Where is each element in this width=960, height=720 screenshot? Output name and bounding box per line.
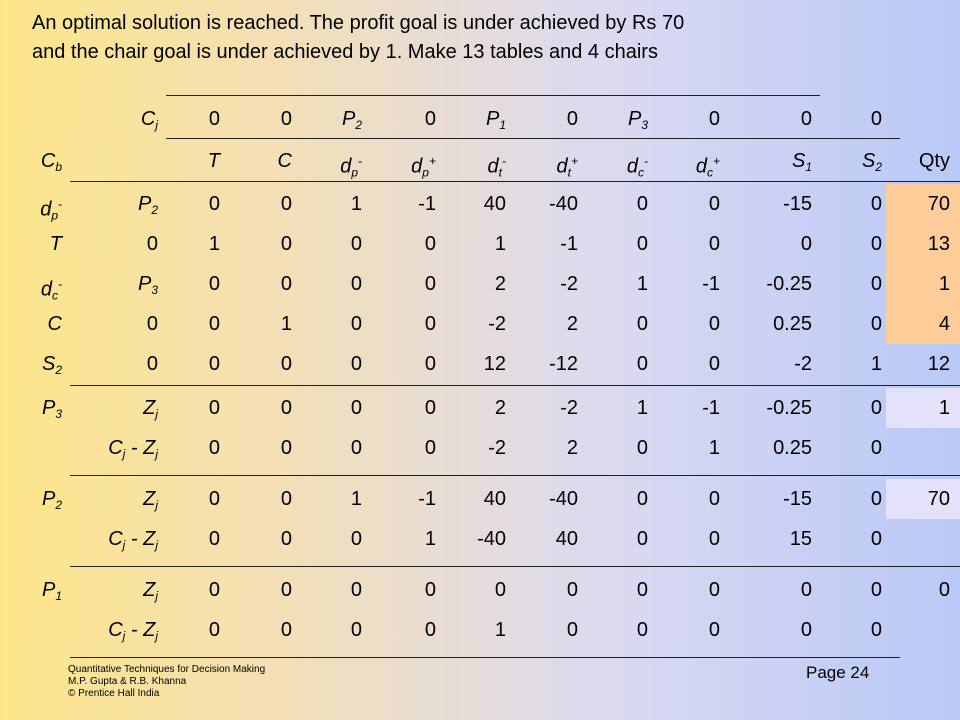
coefficient: 0 [636,233,648,255]
coefficient: 0 [350,313,362,335]
coefficient: 0 [424,313,436,335]
coefficient: -2 [560,273,578,295]
cj-minus-zj-value: 0 [566,619,578,641]
title-line-2: and the chair goal is under achieved by 1. Make 13 tables and 4 chairs [32,41,658,63]
coefficient: 0 [800,233,812,255]
basis-end-rule [70,385,960,386]
basis-variable: C [47,313,62,335]
coefficient: 1 [350,193,362,215]
zj-value: 0 [566,579,578,601]
zj-value: 0 [708,488,720,510]
cj-value: 0 [208,108,220,130]
coefficient: 1 [280,313,292,335]
cj-minus-zj-value: 0 [350,528,362,550]
footer-line-3: © Prentice Hall India [68,688,160,699]
cj-minus-zj-value: 1 [494,619,506,641]
qty-value: 1 [938,273,950,295]
cj-minus-zj-value: 0 [708,528,720,550]
zj-value: -1 [418,488,436,510]
cj-minus-zj-value: 0 [350,619,362,641]
page-number: Page 24 [806,663,870,682]
column-header: Qty [918,150,950,172]
basis-variable: T [49,233,62,255]
zj-value: 0 [870,397,882,419]
cj-value: 0 [800,108,812,130]
zj-value: -2 [560,397,578,419]
cj-top-rule [166,95,820,96]
coefficient: 0 [636,353,648,375]
column-header: $d_c^+$ [695,154,720,180]
column-header: $d_p^-$ [340,154,362,180]
coefficient: 0 [708,353,720,375]
coefficient: 40 [483,193,506,215]
cj-value: 0 [280,108,292,130]
cj-minus-zj-value: 15 [789,528,812,550]
cj-minus-zj-value: -40 [477,528,506,550]
zj-qty: 0 [938,579,950,601]
zj-value: 0 [280,397,292,419]
zj-value: 0 [280,579,292,601]
basis-priority: 0 [146,233,158,255]
coefficient: 0 [870,273,882,295]
cj-value: $P_1$ [485,108,506,132]
coefficient: 0 [636,193,648,215]
coefficient: -1 [418,193,436,215]
block-rule [70,475,960,476]
cj-value: 0 [708,108,720,130]
cj-minus-zj-value: 0 [208,619,220,641]
cj-value: 0 [424,108,436,130]
cj-minus-zj-value: 0 [636,619,648,641]
basis-variable: $S_2$ [41,353,62,377]
coefficient: -0.25 [766,273,812,295]
basis-priority: 0 [146,313,158,335]
footer-line-1: Quantitative Techniques for Decision Making [68,664,266,675]
coefficient: 1 [636,273,648,295]
cj-minus-zj-value: 0 [280,619,292,641]
zj-value: 0 [350,397,362,419]
column-header: $S_2$ [861,150,882,174]
cj-minus-zj-value: 0.25 [773,437,812,459]
cj-minus-zj-value: 0 [870,619,882,641]
zj-value: 1 [636,397,648,419]
zj-value: 1 [350,488,362,510]
coefficient: 0 [636,313,648,335]
coefficient: 0 [870,313,882,335]
cj-minus-zj-value: 0 [424,619,436,641]
column-header: T [207,150,220,172]
zj-qty: 70 [927,488,950,510]
header-rule [70,181,960,182]
zj-value: 0 [208,579,220,601]
zj-value: 0 [708,579,720,601]
coefficient: 0 [424,273,436,295]
column-header: $d_t^+$ [556,154,578,180]
coefficient: 0 [280,233,292,255]
cj-bottom-rule [166,138,900,139]
basis-variable: $d_c^-$ [40,277,62,303]
cj-minus-zj-value: 0 [424,437,436,459]
cj-value: $P_2$ [341,108,362,132]
priority-label: $P_3$ [41,397,62,421]
column-header: C [277,150,292,172]
cj-value: 0 [870,108,882,130]
block-rule [70,566,960,567]
zj-value: -0.25 [766,397,812,419]
coefficient: 0.25 [773,313,812,335]
cj-minus-zj-value: 0 [870,528,882,550]
cj-minus-zj-value: 0 [280,528,292,550]
cj-minus-zj-label: $C_j - Z_j$ [108,437,158,461]
coefficient: -12 [549,353,578,375]
cj-minus-zj-value: 0 [208,437,220,459]
coefficient: 0 [208,193,220,215]
cj-minus-zj-value: 0 [708,619,720,641]
zj-value: -15 [783,488,812,510]
footer-credits [68,664,265,700]
zj-value: 0 [424,579,436,601]
zj-value: 0 [636,579,648,601]
basis-priority: 0 [146,353,158,375]
coefficient: 0 [424,353,436,375]
coefficient: 1 [208,233,220,255]
basis-variable: $d_p^-$ [40,197,62,223]
coefficient: -15 [783,193,812,215]
qty-value: 13 [927,233,950,255]
coefficient: 0 [708,233,720,255]
cj-minus-zj-value: 0 [208,528,220,550]
cj-minus-zj-value: 0 [636,528,648,550]
cj-minus-zj-label: $C_j - Z_j$ [108,528,158,552]
cj-label: $C_j$ [140,108,158,132]
basis-priority: $P_3$ [137,273,158,297]
coefficient: 1 [870,353,882,375]
cj-minus-zj-value: 0 [636,437,648,459]
coefficient: -1 [702,273,720,295]
zj-value: 0 [636,488,648,510]
coefficient: 0 [708,313,720,335]
zj-label: $Z_j$ [143,488,158,512]
qty-value: 12 [927,353,950,375]
cj-value: $P_3$ [627,108,648,132]
title-line-1: An optimal solution is reached. The profit goal is under achieved by Rs 70 [32,12,685,34]
coefficient: -2 [488,313,506,335]
cj-minus-zj-value: 0 [280,437,292,459]
coefficient: 0 [280,273,292,295]
column-header: $d_t^-$ [487,154,506,180]
cj-minus-zj-label: $C_j - Z_j$ [108,619,158,643]
cj-value: 0 [566,108,578,130]
coefficient: 0 [424,233,436,255]
coefficient: 2 [494,273,506,295]
block-rule [70,657,900,658]
coefficient: -2 [794,353,812,375]
zj-label: $Z_j$ [143,397,158,421]
coefficient: 0 [350,353,362,375]
zj-value: 0 [280,488,292,510]
coefficient: 12 [483,353,506,375]
column-header: $C_b$ [40,150,62,174]
coefficient: 1 [494,233,506,255]
qty-value: 4 [938,313,950,335]
cj-minus-zj-value: 2 [566,437,578,459]
zj-value: 0 [870,579,882,601]
coefficient: 0 [350,273,362,295]
coefficient: 0 [208,313,220,335]
zj-value: 0 [208,488,220,510]
coefficient: 0 [870,233,882,255]
coefficient: 0 [350,233,362,255]
priority-label: $P_1$ [41,579,62,603]
zj-value: 0 [800,579,812,601]
coefficient: 0 [208,273,220,295]
cj-minus-zj-value: 1 [424,528,436,550]
priority-label: $P_2$ [41,488,62,512]
coefficient: 0 [280,353,292,375]
zj-value: -1 [702,397,720,419]
coefficient: 0 [870,193,882,215]
cj-minus-zj-value: 1 [708,437,720,459]
zj-value: -40 [549,488,578,510]
zj-value: 40 [483,488,506,510]
zj-value: 0 [424,397,436,419]
zj-qty: 1 [938,397,950,419]
zj-label: $Z_j$ [143,579,158,603]
qty-value: 70 [927,193,950,215]
cj-minus-zj-value: 0 [800,619,812,641]
coefficient: -1 [560,233,578,255]
slide-title [32,9,932,67]
coefficient: 0 [708,193,720,215]
coefficient: -40 [549,193,578,215]
zj-value: 0 [208,397,220,419]
zj-value: 0 [350,579,362,601]
zj-value: 0 [494,579,506,601]
footer-line-2: M.P. Gupta & R.B. Khanna [68,676,187,687]
basis-priority: $P_2$ [137,193,158,217]
column-header: $d_c^-$ [626,154,648,180]
column-header: $S_1$ [791,150,812,174]
cj-minus-zj-value: 0 [870,437,882,459]
coefficient: 0 [208,353,220,375]
cj-minus-zj-value: -2 [488,437,506,459]
coefficient: 0 [280,193,292,215]
cj-minus-zj-value: 0 [350,437,362,459]
zj-value: 2 [494,397,506,419]
column-header: $d_p^+$ [411,154,436,180]
zj-value: 0 [870,488,882,510]
cj-minus-zj-value: 40 [555,528,578,550]
coefficient: 2 [566,313,578,335]
